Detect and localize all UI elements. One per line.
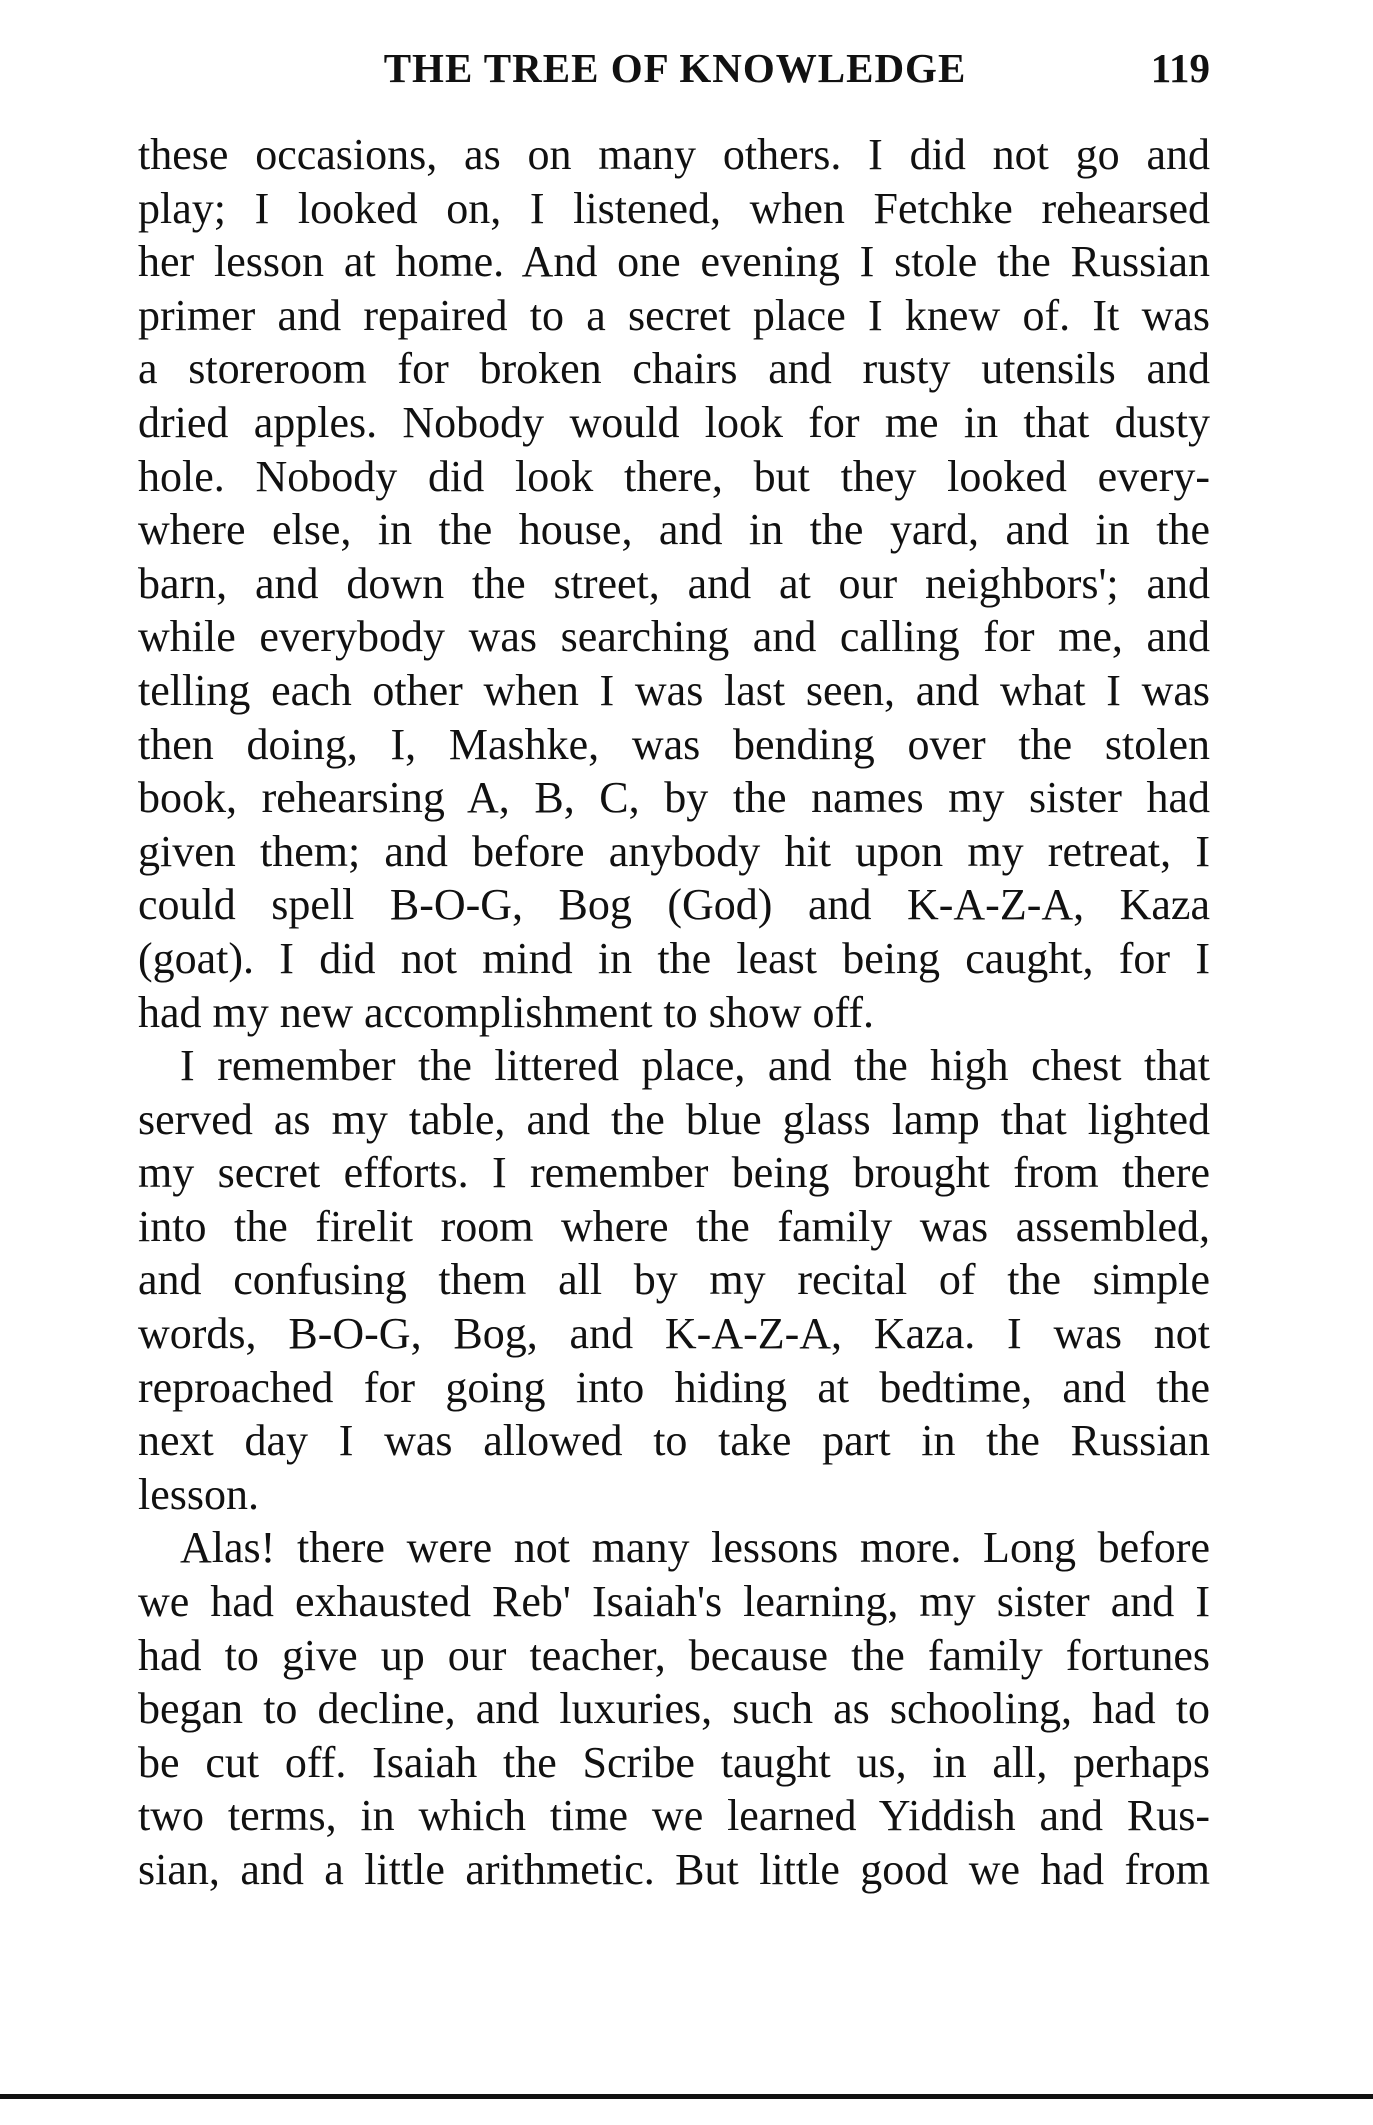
text-line: play; I looked on, I listened, when Fetchke rehearsed: [138, 183, 1210, 233]
paragraph-start-line: I remember the littered place, and the high chest that: [180, 1041, 1210, 1091]
text-line: her lesson at home. And one evening I stole the Russian: [138, 237, 1210, 287]
bottom-rule: [0, 2094, 1373, 2099]
text-line: served as my table, and the blue glass lamp that lighted: [138, 1094, 1210, 1144]
text-line: sian, and a little arithmetic. But little good we had from: [138, 1845, 1210, 1894]
text-line: barn, and down the street, and at our neighbors'; and: [138, 558, 1210, 608]
text-line: a storeroom for broken chairs and rusty utensils and: [138, 344, 1210, 394]
text-line: my secret efforts. I remember being brought from there: [138, 1148, 1210, 1198]
text-line: next day I was allowed to take part in the Russian: [138, 1416, 1210, 1466]
text-line: into the firelit room where the family was assembled,: [138, 1201, 1210, 1251]
text-line: (goat). I did not mind in the least being caught, for I: [138, 933, 1210, 983]
text-line: primer and repaired to a secret place I knew of. It was: [138, 290, 1210, 340]
text-line: dried apples. Nobody would look for me in that dusty: [138, 397, 1210, 447]
text-line: these occasions, as on many others. I did not go and: [138, 130, 1210, 179]
text-line: began to decline, and luxuries, such as schooling, had to: [138, 1684, 1210, 1734]
text-line: book, rehearsing A, B, C, by the names my sister had: [138, 773, 1210, 823]
text-line: reproached for going into hiding at bedtime, and the: [138, 1362, 1210, 1412]
text-line: and confusing them all by my recital of the simple: [138, 1255, 1210, 1305]
text-line: be cut off. Isaiah the Scribe taught us, in all, perhaps: [138, 1737, 1210, 1787]
paragraph-end-line: lesson.: [138, 1469, 259, 1519]
text-line: given them; and before anybody hit upon my retreat, I: [138, 826, 1210, 876]
text-line: words, B-O-G, Bog, and K-A-Z-A, Kaza. I was not: [138, 1309, 1210, 1359]
text-line: could spell B-O-G, Bog (God) and K-A-Z-A, Kaza: [138, 880, 1210, 930]
text-line: two terms, in which time we learned Yiddish and Rus-: [138, 1791, 1210, 1841]
text-line: where else, in the house, and in the yard, and in the: [138, 505, 1210, 555]
text-line: then doing, I, Mashke, was bending over the stolen: [138, 719, 1210, 769]
running-title: THE TREE OF KNOWLEDGE: [383, 45, 967, 91]
text-line: hole. Nobody did look there, but they looked every-: [138, 451, 1210, 501]
text-line: had to give up our teacher, because the family fortunes: [138, 1630, 1210, 1680]
paragraph-end-line: had my new accomplishment to show off.: [138, 987, 875, 1037]
text-line: telling each other when I was last seen, and what I was: [138, 665, 1210, 715]
page-header: [140, 38, 1210, 98]
body-text: [138, 128, 1210, 1897]
paragraph-start-line: Alas! there were not many lessons more. Long before: [180, 1523, 1210, 1573]
page-number: 119: [1150, 45, 1210, 91]
text-line: while everybody was searching and calling for me, and: [138, 612, 1210, 662]
text-line: we had exhausted Reb' Isaiah's learning, my sister and I: [138, 1577, 1210, 1627]
